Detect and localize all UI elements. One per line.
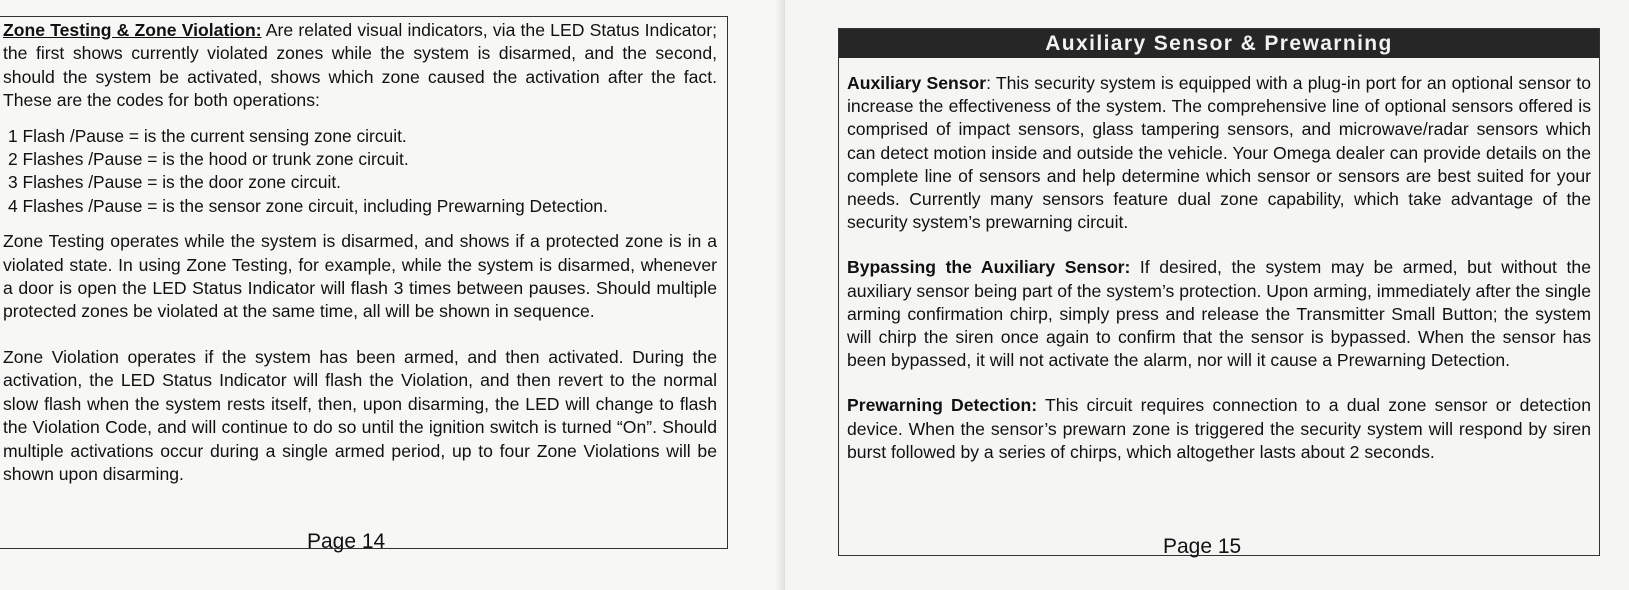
bypass-heading: Bypassing the Auxiliary Sensor: [847, 257, 1131, 278]
bypass-paragraph [847, 256, 1591, 372]
prewarning-paragraph [847, 394, 1591, 464]
section-header: Auxiliary Sensor & Prewarning [839, 29, 1599, 58]
left-page [0, 0, 785, 590]
bypass-text: If desired, the system may be armed, but without the auxiliary sensor being part of the system’s protection. Upon arming, immediately after the single arming confirmation chirp, simply press and release the Transmitter Small Button; the system will chirp the siren once again to confirm that the sensor is bypassed. When the sensor has been bypassed, it will not activate the alarm, nor will it cause a Prewarning Detection. [847, 257, 1591, 371]
flash-code-3: 3 Flashes /Pause = is the door zone circuit. [8, 172, 342, 193]
aux-sensor-paragraph [847, 72, 1591, 234]
prewarning-heading: Prewarning Detection: [847, 395, 1038, 416]
zone-testing-paragraph: Zone Testing operates while the system is disarmed, and shows if a protected zone is in a violated state. In using Zone Testing, for example, while the system is disarmed, whenever a door is open the LED Status Indicator will flash 3 times between pauses. Should multiple protected zones be violated at the same time, all will be shown in sequence. [3, 231, 717, 322]
aux-sensor-heading: Auxiliary Sensor [847, 73, 987, 93]
flash-code-4: 4 Flashes /Pause = is the sensor zone circuit, including Prewarning Detection. [8, 195, 608, 216]
page-number-left: Page 14 [307, 530, 386, 553]
flash-code-1: 1 Flash /Pause = is the current sensing zone circuit. [8, 125, 407, 146]
zone-violation-paragraph: Zone Violation operates if the system has been armed, and then activated. During the activation, the LED Status Indicator will flash the Violation, and then revert to the normal slow flash when the system rests itself, then, upon disarming, the LED will change to flash the Violation Code, and will continue to do so until the ignition switch is turned “On”. Should multiple activations occur during a single armed period, up to four Zone Violations will be shown upon disarming. [3, 346, 717, 484]
right-body [839, 58, 1599, 464]
aux-sensor-text: : This security system is equipped with a plug-in port for an optional sensor to increase the effectiveness of the system. The comprehensive line of optional sensors offered is comprised of impact sensors, glass tampering sensors, and microwave/radar sensors which can detect motion inside and outside the vehicle. Your Omega dealer can provide details on the complete line of sensors and help determine which sensor or sensors are best suited for your needs. Currently many sensors feature dual zone capability, which take advantage of the security system’s prewarning circuit. [847, 73, 1591, 233]
prewarning-text: This circuit requires connection to a dual zone sensor or detection device. When the sensor’s prewarn zone is triggered the security system will respond by siren burst followed by a series of chirps, which altogether lasts about 2 seconds. [847, 395, 1591, 462]
flash-codes-list [8, 125, 717, 219]
zone-intro-text: Are related visual indicators, via the LED Status Indicator; the first shows currently violated zones while the system is disarmed, and the second, should the system be activated, shows which zone caused the activation after the fact. These are the codes for both operations: [3, 20, 718, 111]
zone-testing-heading: Zone Testing & Zone Violation: [3, 20, 262, 40]
paragraph-spacer [3, 324, 717, 346]
paragraph-spacer [847, 234, 1591, 256]
page-number-right: Page 15 [1163, 535, 1242, 558]
left-text-box [0, 16, 728, 549]
flash-code-2: 2 Flashes /Pause = is the hood or trunk zone circuit. [8, 149, 409, 170]
zone-intro-paragraph [3, 19, 717, 113]
right-text-box [838, 28, 1600, 556]
paragraph-spacer [847, 372, 1591, 394]
